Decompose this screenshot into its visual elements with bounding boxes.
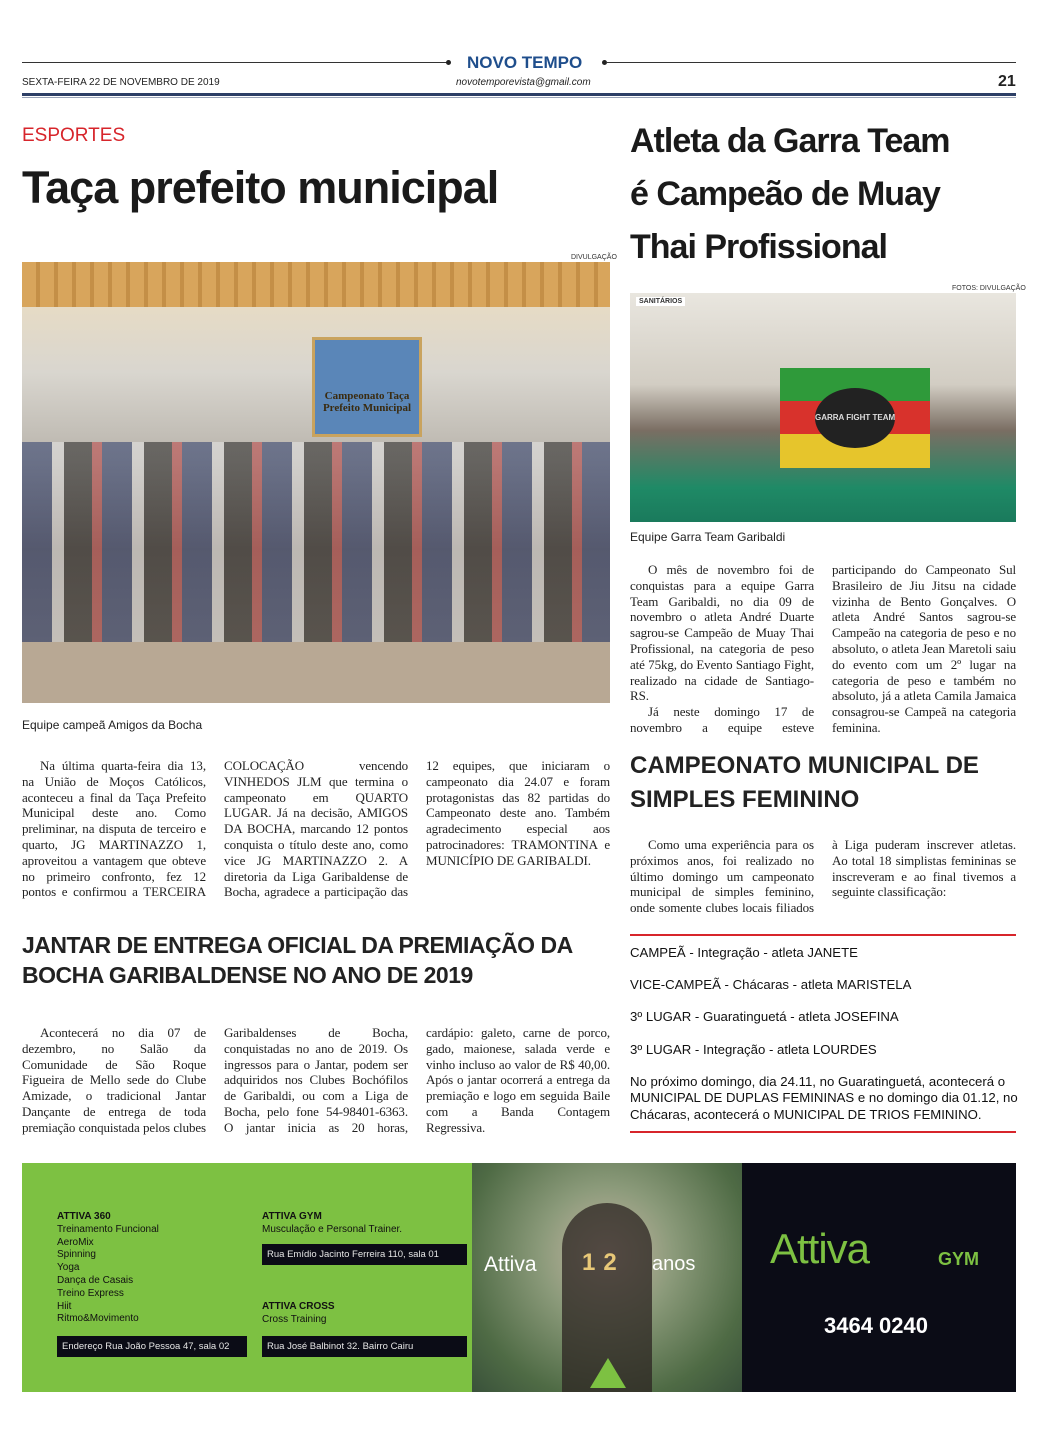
result-item: VICE-CAMPEÃ - Chácaras - atleta MARISTELA — [630, 977, 912, 992]
header-bar-thin — [22, 97, 1016, 98]
cross-subtitle: Cross Training — [262, 1313, 327, 1325]
result-item: CAMPEÃ - Integração - atleta JANETE — [630, 945, 858, 960]
gym-address — [262, 1244, 467, 1265]
service-item: Hiit — [57, 1300, 72, 1312]
attiva-logo-panel — [742, 1163, 1016, 1392]
issue-date: SEXTA-FEIRA 22 DE NOVEMBRO DE 2019 — [22, 77, 220, 88]
attiva-ad-panel — [22, 1163, 472, 1392]
campeonato-body — [630, 837, 1016, 916]
headline-line: BOCHA GARIBALDENSE NO ANO DE 2019 — [22, 962, 473, 988]
service-item: Yoga — [57, 1262, 80, 1274]
service-item: Treinamento Funcional — [57, 1223, 159, 1235]
gym-title: ATTIVA GYM — [262, 1211, 322, 1222]
headline-line: JANTAR DE ENTREGA OFICIAL DA PREMIAÇÃO DA — [22, 932, 573, 958]
photo-ceiling — [22, 262, 610, 307]
article-headline: Taça prefeito municipal — [22, 162, 499, 213]
article-body — [22, 758, 610, 900]
address-text: Rua José Balbinot 32. Bairro Cairu — [267, 1341, 414, 1352]
cross-block — [262, 1301, 335, 1327]
contact-email: novotemporevista@gmail.com — [456, 77, 591, 88]
header-rule-right — [606, 62, 1016, 63]
attiva360-block — [57, 1211, 159, 1326]
article-body — [630, 562, 1016, 736]
jantar-headline — [22, 930, 610, 990]
red-rule — [630, 1131, 1016, 1133]
photo-brand: Attiva — [484, 1253, 537, 1276]
paragraph: Na última quarta-feira dia 13, na União de Moços Católicos, aconteceu a final da Taça Prefeito Municipal deste ano. Como preliminar, na disputa de terceiro e quarto, JG MARTINAZZO 1, aproveitou a vantagem que obteve no primeiro confronto, fez 12 pontos e confirmou a TERCEIRA COLOCAÇÃO vencendo VINHEDOS JLM que termina o campeonato em QUARTO LUGAR. Já na decisão, AMIGOS DA BOCHA, marcando 12 pontos conquista o título deste ano, como vice JG MARTINAZZO 2. A diretoria da Liga Garibaldense de Bocha, agradece a participação das 12 equipes, que iniciaram o campeonato dia 24.07 e foram protagonistas das 82 partidas do Campeonato deste ano. Também agradecimento especial aos patrocinadores: TRAMONTINA e MUNICÍPIO DE GARIBALDI. — [22, 758, 610, 900]
photo-caption: Equipe Garra Team Garibaldi — [630, 530, 786, 544]
paragraph: Já neste domingo 17 de novembro a equipe esteve participando do Campeonato Sul Brasileiro de Jiu Jitsu na cidade vizinha de Bento Gonçalves. O atleta André Santos sagrou-se Campeão na categoria de peso e no absoluto, o atleta Jean Maretoli saiu do evento com um 2º lugar na categoria de peso e também no absoluto, já a atleta Camila Jamaica consagrou-se Campeã na categoria feminina. — [630, 562, 1016, 735]
headline-line: SIMPLES FEMININO — [630, 786, 860, 813]
paragraph: O mês de novembro foi de conquistas para a equipe Garra Team Garibaldi, no dia 09 de novembro o atleta André Duarte sagrou-se Campeão de Muay Thai Profissional, na categoria de peso até 75kg, do Evento Santiago Fight, realizado na cidade de Santiago-RS. — [630, 562, 814, 704]
result-item: 3º LUGAR - Integração - atleta LOURDES — [630, 1042, 877, 1057]
paragraph: Como uma experiência para os próximos anos, foi realizado no último domingo um campeonato municipal de simples feminino, onde somente clubes locais filiados à Liga puderam inscrever atletas. Ao total 18 simplistas femininas se inscreveram e ao final tivemos a seguinte classificação: — [630, 837, 1016, 916]
photo-flag-logo: GARRA FIGHT TEAM — [815, 388, 895, 448]
attiva360-title: ATTIVA 360 — [57, 1211, 111, 1222]
section-label: ESPORTES — [22, 125, 126, 146]
service-item: AeroMix — [57, 1236, 94, 1248]
address-text: Rua Emídio Jacinto Ferreira 110, sala 01 — [267, 1249, 439, 1260]
photo-credit: FOTOS: DIVULGAÇÃO — [952, 285, 1026, 292]
service-item: Dança de Casais — [57, 1274, 134, 1286]
red-rule — [630, 934, 1016, 936]
photo-credit: DIVULGAÇÃO — [571, 254, 617, 261]
header-rule-left — [22, 62, 448, 63]
garra-team-photo — [630, 293, 1016, 522]
jantar-body — [22, 1025, 610, 1136]
headline-line: Atleta da Garra Team — [630, 122, 950, 160]
attiva360-address — [57, 1336, 247, 1357]
team-photo — [22, 262, 610, 703]
photo-banner: Campeonato Taça Prefeito Municipal — [312, 337, 422, 437]
service-item: Ritmo&Movimento — [57, 1313, 139, 1325]
gym-block — [262, 1211, 402, 1237]
headline-line: CAMPEONATO MUNICIPAL DE — [630, 752, 979, 779]
headline-line: é Campeão de Muay — [630, 175, 940, 213]
photo-sign: SANITÁRIOS — [636, 297, 685, 306]
photo-suffix: anos — [652, 1253, 696, 1275]
service-item: Treino Express — [57, 1287, 124, 1299]
masthead: NOVO TEMPO — [467, 53, 583, 72]
result-item: 3º LUGAR - Guaratinguetá - atleta JOSEFINA — [630, 1009, 899, 1024]
cross-address — [262, 1336, 467, 1357]
logo-sub: GYM — [938, 1249, 980, 1269]
photo-number: 12 — [582, 1249, 625, 1276]
page-number: 21 — [998, 73, 1016, 90]
paragraph: Acontecerá no dia 07 de dezembro, no Salão da Comunidade de São Roque Figueira de Mello sede do Clube Amizade, o tradicional Jantar Dançante de entrega de toda premiação conquistada pelos clubes Garibaldenses de Bocha, conquistadas no ano de 2019. Os ingressos para o Jantar, podem ser adquiridos nos Clubes Bochófilos de Garibaldi, ou com a Liga de Bocha, pelo fone 54-98401-6363. O jantar inicia as 20 horas, cardápio: galeto, carne de porco, gado, maionese, salada verde e vinho incluso ao valor de R$ 40,00. Após o jantar ocorrerá a entrega da premiação e logo em seguida Baile com a Banda Contagem Regressiva. — [22, 1025, 610, 1135]
attiva-a-icon — [590, 1358, 626, 1388]
address-text: Endereço Rua João Pessoa 47, sala 02 — [62, 1341, 230, 1352]
photo-people — [22, 442, 610, 642]
logo-text: Attiva — [770, 1225, 870, 1272]
ad-phone: 3464 0240 — [824, 1313, 928, 1338]
campeonato-note: No próximo domingo, dia 24.11, no Guaratinguetá, acontecerá o MUNICIPAL DE DUPLAS FEMININAS e no domingo dia 01.12, no Chácaras, acontecerá o MUNICIPAL DE TRIOS FEMININO. — [630, 1074, 1018, 1122]
service-item: Spinning — [57, 1249, 96, 1261]
header-dot — [446, 60, 451, 65]
cross-title: ATTIVA CROSS — [262, 1301, 335, 1312]
attiva-logo — [770, 1225, 869, 1273]
campeonato-headline — [630, 749, 1016, 817]
ad-photo — [472, 1163, 742, 1392]
photo-floor — [22, 642, 610, 703]
header-bar — [22, 93, 1016, 96]
photo-caption: Equipe campeã Amigos da Bocha — [22, 718, 203, 732]
muay-thai-headline — [630, 115, 1020, 274]
gym-subtitle: Musculação e Personal Trainer. — [262, 1223, 403, 1235]
headline-line: Thai Profissional — [630, 228, 887, 266]
